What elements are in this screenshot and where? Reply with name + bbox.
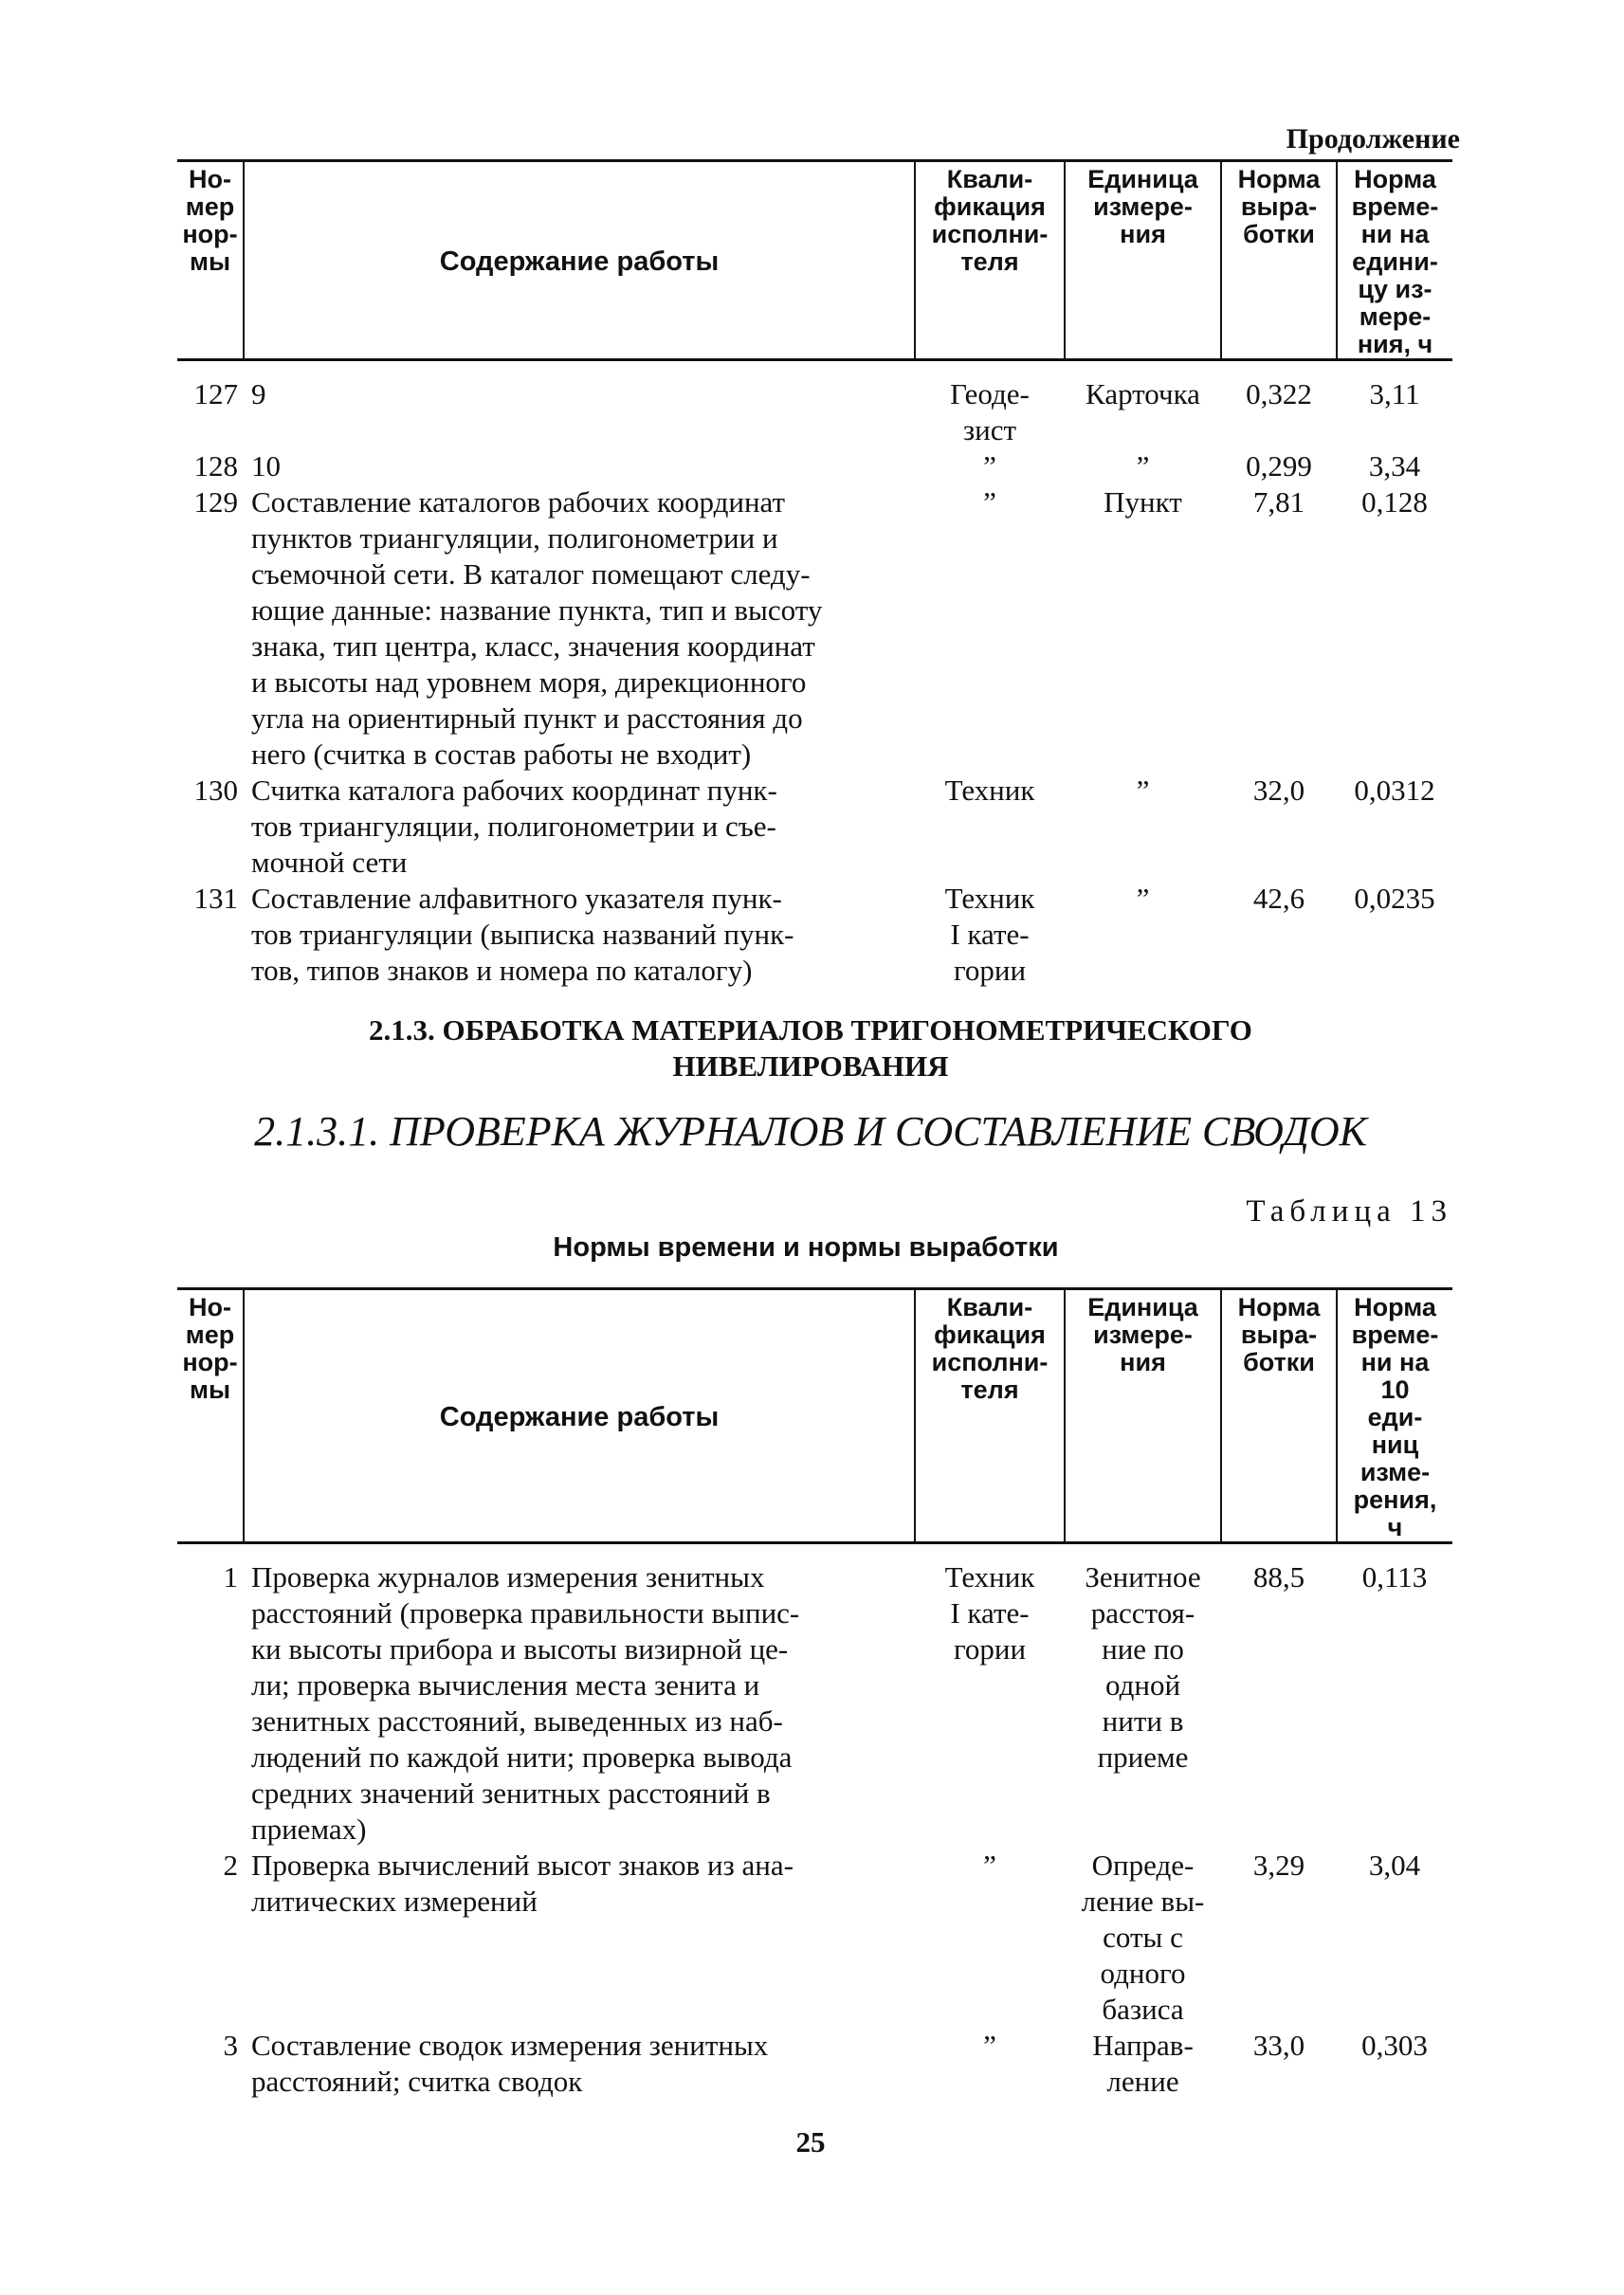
output-norm: 7,81 bbox=[1252, 485, 1305, 519]
measure-unit: Зенитное расстоя- ние по одной нити в приеме bbox=[1085, 1560, 1201, 1774]
norm-number: 130 bbox=[193, 774, 238, 807]
header-number: Но- мер нор- мы bbox=[182, 1293, 238, 1404]
norm-number: 128 bbox=[193, 449, 238, 483]
measure-unit: Карточка bbox=[1086, 377, 1200, 410]
norm-number: 1 bbox=[223, 1560, 238, 1594]
header-content: Содержание работы bbox=[244, 161, 915, 360]
section-title: 2.1.3. ОБРАБОТКА МАТЕРИАЛОВ ТРИГОНОМЕТРИЧЕСКОГО НИВЕЛИРОВАНИЯ bbox=[369, 1013, 1252, 1083]
norms-table-continued bbox=[177, 159, 1452, 989]
continuation-label: Продолжение bbox=[1286, 123, 1460, 155]
time-norm: 3,04 bbox=[1368, 1849, 1421, 1882]
time-norm: 0,303 bbox=[1361, 2029, 1428, 2062]
page-number: 25 bbox=[795, 2125, 826, 2158]
time-norm: 0,0312 bbox=[1354, 774, 1435, 807]
qualification: ” bbox=[983, 485, 996, 519]
table-header-row bbox=[177, 161, 1452, 360]
work-content: Считка каталога рабочих координат пунк- тов триангуляции, полигонометрии и съе- мочной сети bbox=[251, 774, 777, 879]
work-content: Составление алфавитного указателя пунк- тов триангуляции (выписка названий пунк- тов, типов знаков и номера по каталогу) bbox=[251, 882, 794, 987]
work-content: Составление сводок измерения зенитных расстояний; считка сводок bbox=[251, 2029, 769, 2098]
table-caption: Нормы времени и нормы выработки bbox=[553, 1232, 1059, 1263]
header-content: Содержание работы bbox=[244, 1289, 915, 1543]
norm-number: 3 bbox=[223, 2029, 238, 2062]
work-content: Проверка журналов измерения зенитных расстояний (проверка правильности выпис- ки высоты прибора и высоты визирной це- ли; проверка вычисления места зенита и зенитных расстояний, выведенных из наб- людений по каждой нити; проверка вывода средних значений зенитных расстояний в приемах) bbox=[251, 1560, 800, 1846]
norms-table-13 bbox=[177, 1287, 1452, 2100]
qualification: Техник bbox=[944, 774, 1035, 807]
qualification: ” bbox=[983, 2029, 996, 2062]
header-unit: Единица измере- ния bbox=[1065, 1289, 1221, 1543]
table-row bbox=[177, 773, 1452, 881]
work-content: 9 bbox=[251, 377, 266, 410]
measure-unit: Направ- ление bbox=[1092, 2029, 1194, 2098]
time-norm: 3,11 bbox=[1369, 377, 1420, 410]
table-row bbox=[177, 360, 1452, 449]
header-number: Но- мер нор- мы bbox=[182, 165, 238, 276]
table-number: Таблица 13 bbox=[1246, 1194, 1452, 1229]
output-norm: 0,322 bbox=[1246, 377, 1312, 410]
work-content: 10 bbox=[251, 449, 281, 483]
output-norm: 88,5 bbox=[1252, 1560, 1305, 1594]
norm-number: 131 bbox=[193, 882, 238, 915]
table-body bbox=[177, 1543, 1452, 2101]
header-output-norm: Норма выра- ботки bbox=[1221, 1289, 1337, 1543]
table-row bbox=[177, 881, 1452, 989]
output-norm: 42,6 bbox=[1252, 882, 1305, 915]
norm-number: 127 bbox=[193, 377, 238, 410]
header-qualification: Квали- фикация исполни- теля bbox=[915, 161, 1065, 360]
table-row bbox=[177, 1848, 1452, 2028]
qualification: Геоде- зист bbox=[950, 377, 1030, 446]
work-content: Проверка вычислений высот знаков из ана- литических измерений bbox=[251, 1849, 794, 1918]
time-norm: 0,128 bbox=[1361, 485, 1428, 519]
subsection-title: 2.1.3.1. ПРОВЕРКА ЖУРНАЛОВ И СОСТАВЛЕНИЕ СВОДОК bbox=[254, 1108, 1367, 1155]
output-norm: 3,29 bbox=[1252, 1849, 1305, 1882]
qualification: ” bbox=[983, 449, 996, 483]
time-norm: 3,34 bbox=[1368, 449, 1421, 483]
norm-number: 2 bbox=[223, 1849, 238, 1882]
measure-unit: Опреде- ление вы- соты с одного базиса bbox=[1081, 1849, 1205, 2026]
table-row bbox=[177, 448, 1452, 484]
header-output-norm: Норма выра- ботки bbox=[1221, 161, 1337, 360]
output-norm: 32,0 bbox=[1252, 774, 1305, 807]
header-time-norm: Норма време- ни на едини- цу из- мере- ния, ч bbox=[1337, 161, 1452, 360]
output-norm: 0,299 bbox=[1246, 449, 1312, 483]
table-row bbox=[177, 1543, 1452, 1849]
table-body bbox=[177, 360, 1452, 990]
qualification: Техник I кате- гории bbox=[944, 1560, 1035, 1666]
measure-unit: Пункт bbox=[1104, 485, 1182, 519]
measure-unit: ” bbox=[1136, 882, 1150, 915]
table-row bbox=[177, 484, 1452, 773]
norm-number: 129 bbox=[193, 485, 238, 519]
measure-unit: ” bbox=[1136, 774, 1150, 807]
qualification: Техник I кате- гории bbox=[944, 882, 1035, 987]
time-norm: 0,113 bbox=[1361, 1560, 1428, 1594]
header-time-norm: Норма време- ни на 10 еди- ниц изме- рения, ч bbox=[1337, 1289, 1452, 1543]
work-content: Составление каталогов рабочих координат пунктов триангуляции, полигонометрии и съемочной сети. В каталог помещают следу- ющие данные: название пункта, тип и высоту знака, тип центра, класс, значения координат и высоты над уровнем моря, дирекционного угла на ориентирный пункт и расстояния до него (считка в состав работы не входит) bbox=[251, 485, 823, 771]
table-row bbox=[177, 2028, 1452, 2100]
time-norm: 0,0235 bbox=[1354, 882, 1435, 915]
measure-unit: ” bbox=[1136, 449, 1150, 483]
output-norm: 33,0 bbox=[1252, 2029, 1305, 2062]
qualification: ” bbox=[983, 1849, 996, 1882]
header-unit: Единица измере- ния bbox=[1065, 161, 1221, 360]
header-qualification: Квали- фикация исполни- теля bbox=[915, 1289, 1065, 1543]
table-header-row bbox=[177, 1289, 1452, 1543]
